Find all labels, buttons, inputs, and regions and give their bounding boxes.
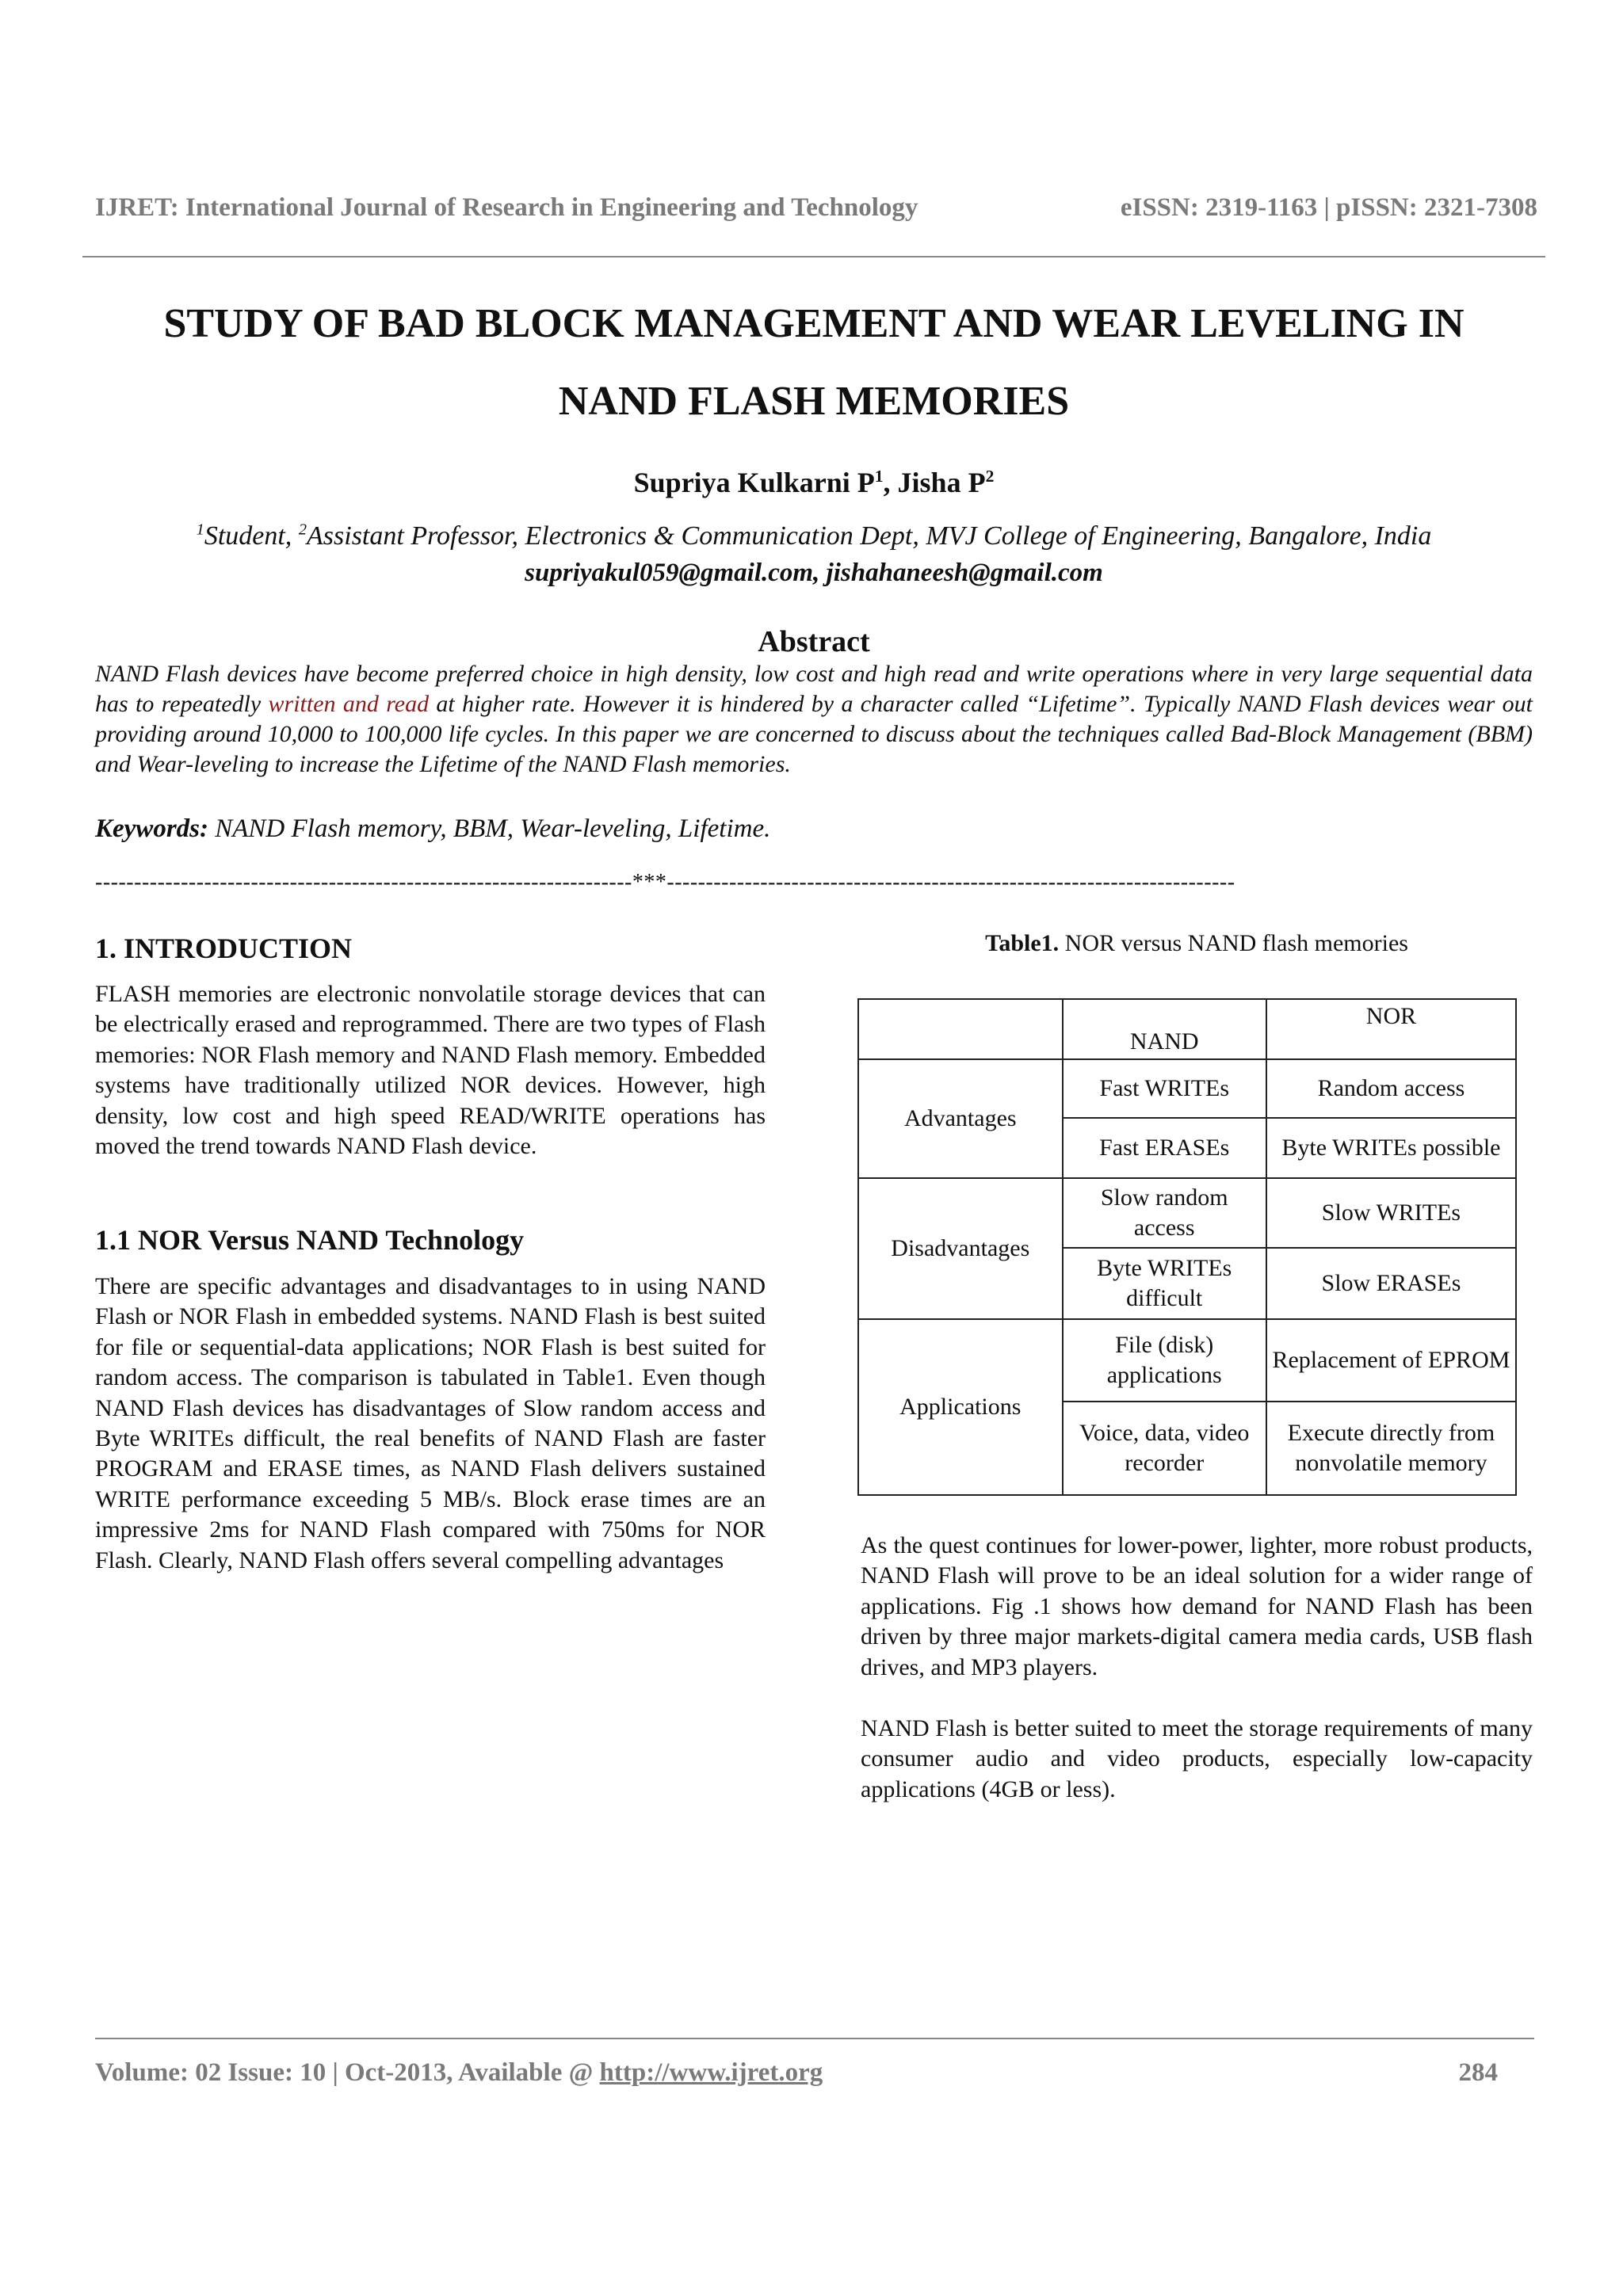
section-1-1-heading: 1.1 NOR Versus NAND Technology	[95, 1224, 525, 1256]
intro-heading: 1. INTRODUCTION	[95, 933, 353, 964]
table-row-label-applications: Applications	[858, 1319, 1063, 1495]
author-2-sup: 2	[985, 467, 995, 486]
table-row-label-advantages: Advantages	[858, 1059, 1063, 1178]
table-cell: Byte WRITEs possible	[1266, 1118, 1516, 1178]
section-divider: ---------------------------------------------------------------------***-------------------------------------------------------------------------	[95, 870, 1235, 894]
table-cell: Byte WRITEs difficult	[1063, 1248, 1266, 1319]
abstract-body	[95, 659, 1533, 780]
authors	[82, 466, 1545, 499]
author-1-sup: 1	[874, 467, 884, 486]
table-row-label-disadvantages: Disadvantages	[858, 1178, 1063, 1319]
footer	[95, 2058, 1498, 2088]
section-1-1-paragraph: There are specific advantages and disadvantages to in using NAND Flash or NOR Flash in embedded systems. NAND Flash is best suited for file or sequential-data applications; NOR Flash is best suited for random access. The comparison is tabulated in Table1. Even though NAND Flash devices has disadvantages of Slow random access and Byte WRITEs difficult, the real benefits of NAND Flash are faster PROGRAM and ERASE times, as NAND Flash delivers sustained WRITE performance exceeding 5 MB/s. Block erase times are an impressive 2ms for NAND Flash compared with 750ms for NOR Flash. Clearly, NAND Flash offers several compelling advantages	[95, 1273, 766, 1573]
table-row	[858, 999, 1516, 1059]
table-row	[858, 1319, 1516, 1402]
affil-sup-1: 1	[196, 521, 204, 539]
table-row	[858, 1059, 1516, 1118]
table-cell: Voice, data, video recorder	[1063, 1402, 1266, 1495]
table-cell: Slow random access	[1063, 1178, 1266, 1248]
table-cell: Slow WRITEs	[1266, 1178, 1516, 1248]
table-cell: Random access	[1266, 1059, 1516, 1118]
table-caption	[861, 930, 1533, 957]
affil-rest: Assistant Professor, Electronics & Communication Dept, MVJ College of Engineering, Bangalore, India	[307, 521, 1432, 551]
intro-paragraph: FLASH memories are electronic nonvolatile storage devices that can be electrically erased and reprogrammed. There are two types of Flash memories: NOR Flash memory and NAND Flash memory. Embedded systems have traditionally utilized NOR devices. However, high density, low cost and high speed READ/WRITE operations has moved the trend towards NAND Flash device.	[95, 981, 766, 1160]
abstract-part-1: NAND Flash devices have become preferred choice in high density, low cost and high read and write operations where in very large sequential data has to repeatedly	[95, 661, 1533, 717]
table-row	[858, 1178, 1516, 1248]
keywords-label: Keywords:	[95, 814, 208, 843]
table-cell-empty	[858, 999, 1063, 1059]
table-caption-text: NOR versus NAND flash memories	[1059, 930, 1408, 956]
author-1: Supriya Kulkarni P	[633, 467, 875, 498]
abstract-highlight: written and read	[268, 691, 430, 717]
keywords-text: NAND Flash memory, BBM, Wear-leveling, Lifetime.	[208, 814, 771, 843]
author-2: Jisha P	[897, 467, 986, 498]
table-header-nor: NOR	[1266, 999, 1516, 1059]
journal-header	[95, 193, 1537, 223]
table-caption-label: Table1.	[985, 930, 1060, 956]
table-cell: Replacement of EPROM	[1266, 1319, 1516, 1402]
journal-issn: eISSN: 2319-1163 | pISSN: 2321-7308	[1120, 193, 1537, 222]
header-rule	[82, 256, 1545, 257]
paper-title	[82, 285, 1545, 441]
comparison-table	[857, 998, 1517, 1496]
footer-link[interactable]: http://www.ijret.org	[599, 2058, 823, 2087]
abstract-heading: Abstract	[758, 625, 870, 658]
table-cell: Slow ERASEs	[1266, 1248, 1516, 1319]
abstract-part-2: at higher rate. However it is hindered by a character called “Lifetime”. Typically NAND Flash devices wear out providing around 10,000 to 100,000 life cycles. In this paper we are concerned to discuss about the techniques called Bad-Block Management (BBM) and Wear-leveling to increase the Lifetime of the NAND Flash memories.	[95, 691, 1533, 777]
footer-volume: Volume: 02 Issue: 10 | Oct-2013, Available @	[95, 2058, 600, 2087]
author-emails: supriyakul059@gmail.com, jishahaneesh@gmail.com	[525, 559, 1103, 587]
footer-rule	[95, 2038, 1534, 2039]
table-cell: File (disk) applications	[1063, 1319, 1266, 1402]
title-line-1: STUDY OF BAD BLOCK MANAGEMENT AND WEAR LEVELING IN	[163, 301, 1465, 346]
affil-role-1: Student,	[204, 521, 299, 551]
affiliation	[82, 521, 1545, 551]
page-number: 284	[1458, 2058, 1498, 2087]
keywords	[95, 814, 1533, 844]
table-cell: Fast ERASEs	[1063, 1118, 1266, 1178]
right-paragraph-2: NAND Flash is better suited to meet the storage requirements of many consumer audio and video products, especially low-capacity applications (4GB or less).	[861, 1715, 1533, 1802]
table-cell: Execute directly from nonvolatile memory	[1266, 1402, 1516, 1495]
right-paragraph-1: As the quest continues for lower-power, lighter, more robust products, NAND Flash will prove to be an ideal solution for a wider range of applications. Fig .1 shows how demand for NAND Flash has been driven by three major markets-digital camera media cards, USB flash drives, and MP3 players.	[861, 1532, 1533, 1680]
title-line-2: NAND FLASH MEMORIES	[558, 379, 1070, 424]
table-cell: Fast WRITEs	[1063, 1059, 1266, 1118]
table-header-nand: NAND	[1063, 999, 1266, 1059]
journal-name: IJRET: International Journal of Research in Engineering and Technology	[95, 193, 918, 222]
author-separator: ,	[883, 467, 898, 498]
affil-sup-2: 2	[298, 521, 307, 539]
